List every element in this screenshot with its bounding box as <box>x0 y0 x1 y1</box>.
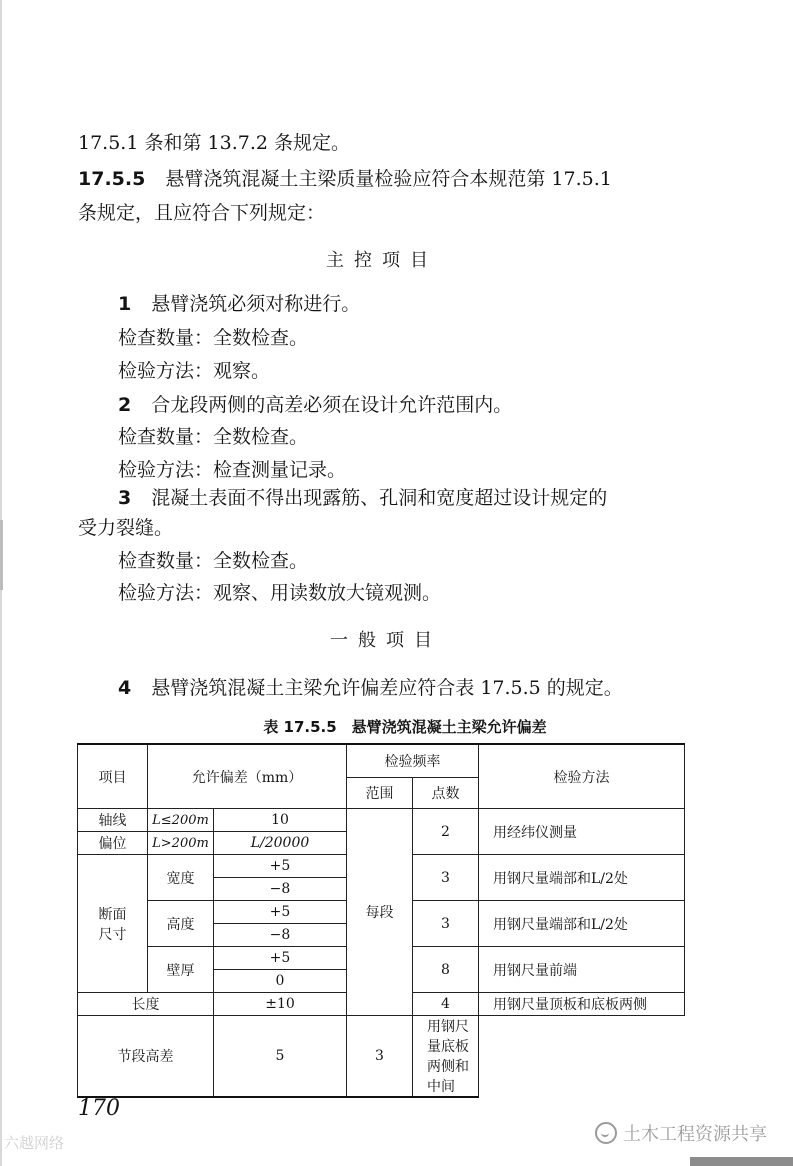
wall-method: 用钢尺量前端 <box>479 947 685 993</box>
table-caption: 表 17.5.5 悬臂浇筑混凝土主梁允许偏差 <box>263 718 547 736</box>
item-3-text: 混凝土表面不得出现露筋、孔洞和宽度超过设计规定的 <box>151 487 608 509</box>
continuation-line: 17.5.1 条和第 13.7.2 条规定。 <box>78 132 350 154</box>
segment-method: 用钢尺量底板两侧和中间 <box>413 1016 479 1098</box>
heading-main-control: 主控项目 <box>326 250 438 271</box>
width-minus: −8 <box>214 878 347 901</box>
segment-name: 节段高差 <box>78 1016 214 1098</box>
header-item: 项目 <box>78 744 148 809</box>
item-2-method: 检验方法：检查测量记录。 <box>118 459 347 481</box>
wall-minus: 0 <box>214 970 347 993</box>
section-label-1: 断面 <box>98 906 127 923</box>
width-points: 3 <box>413 855 479 901</box>
item-1-text: 悬臂浇筑必须对称进行。 <box>151 293 361 315</box>
segment-points: 3 <box>347 1016 413 1098</box>
item-4-number: 4 <box>118 677 132 699</box>
axis-points: 2 <box>413 809 479 855</box>
axis-condition-1: L≤200m <box>148 809 214 832</box>
width-name: 宽度 <box>148 855 214 901</box>
header-frequency: 检验频率 <box>347 744 479 778</box>
item-2 <box>118 392 512 418</box>
item-1-method: 检验方法：观察。 <box>118 360 271 382</box>
header-tolerance: 允许偏差（mm） <box>148 744 347 809</box>
height-minus: −8 <box>214 924 347 947</box>
clause-text: 悬臂浇筑混凝土主梁质量检验应符合本规范第 17.5.1 <box>165 168 612 190</box>
item-1-quantity: 检查数量：全数检查。 <box>118 327 309 349</box>
axis-label-1: 轴线 <box>78 809 148 832</box>
section-label-2: 尺寸 <box>98 926 127 943</box>
width-method: 用钢尺量端部和L/2处 <box>479 855 685 901</box>
item-3-method: 检验方法：观察、用读数放大镜观测。 <box>118 582 442 604</box>
segment-value: 5 <box>214 1016 347 1098</box>
item-4-text: 悬臂浇筑混凝土主梁允许偏差应符合表 17.5.5 的规定。 <box>151 677 623 699</box>
header-method: 检验方法 <box>479 744 685 809</box>
header-range: 范围 <box>347 778 413 809</box>
length-name: 长度 <box>78 993 214 1016</box>
clause-continuation: 条规定，且应符合下列规定： <box>78 202 326 224</box>
wall-name: 壁厚 <box>148 947 214 993</box>
height-method: 用钢尺量端部和L/2处 <box>479 901 685 947</box>
header-points: 点数 <box>413 778 479 809</box>
length-value: ±10 <box>214 993 347 1016</box>
item-2-text: 合龙段两侧的高差必须在设计允许范围内。 <box>151 394 513 416</box>
axis-method: 用经纬仪测量 <box>479 809 685 855</box>
axis-label-2: 偏位 <box>78 832 148 855</box>
height-name: 高度 <box>148 901 214 947</box>
item-3-continuation: 受力裂缝。 <box>78 517 174 539</box>
clause-17-5-5 <box>78 166 612 192</box>
height-plus: +5 <box>214 901 347 924</box>
bottom-strip <box>690 1157 793 1166</box>
axis-value-1: 10 <box>214 809 347 832</box>
width-plus: +5 <box>214 855 347 878</box>
wechat-icon <box>595 1122 617 1144</box>
wall-points: 8 <box>413 947 479 993</box>
watermark-right <box>595 1120 767 1146</box>
page-edge-mark <box>0 520 3 590</box>
item-2-quantity: 检查数量：全数检查。 <box>118 426 309 448</box>
wall-plus: +5 <box>214 947 347 970</box>
page-number: 170 <box>78 1096 120 1121</box>
axis-value-2: L/20000 <box>214 832 347 855</box>
clause-number: 17.5.5 <box>78 168 146 190</box>
item-1-number: 1 <box>118 293 132 315</box>
item-3 <box>118 485 607 511</box>
item-3-quantity: 检查数量：全数检查。 <box>118 550 309 572</box>
length-method: 用钢尺量顶板和底板两侧 <box>479 993 685 1016</box>
heading-general: 一般项目 <box>330 630 442 651</box>
section-label <box>78 855 148 993</box>
item-3-number: 3 <box>118 487 132 509</box>
axis-condition-2: L>200m <box>148 832 214 855</box>
watermark-left: 六越网络 <box>4 1134 65 1152</box>
item-4 <box>118 675 623 701</box>
length-points: 4 <box>413 993 479 1016</box>
deviation-table <box>77 743 685 1098</box>
item-1 <box>118 291 360 317</box>
range-cell: 每段 <box>347 809 413 1016</box>
item-2-number: 2 <box>118 394 132 416</box>
watermark-right-text: 土木工程资源共享 <box>623 1124 767 1145</box>
height-points: 3 <box>413 901 479 947</box>
